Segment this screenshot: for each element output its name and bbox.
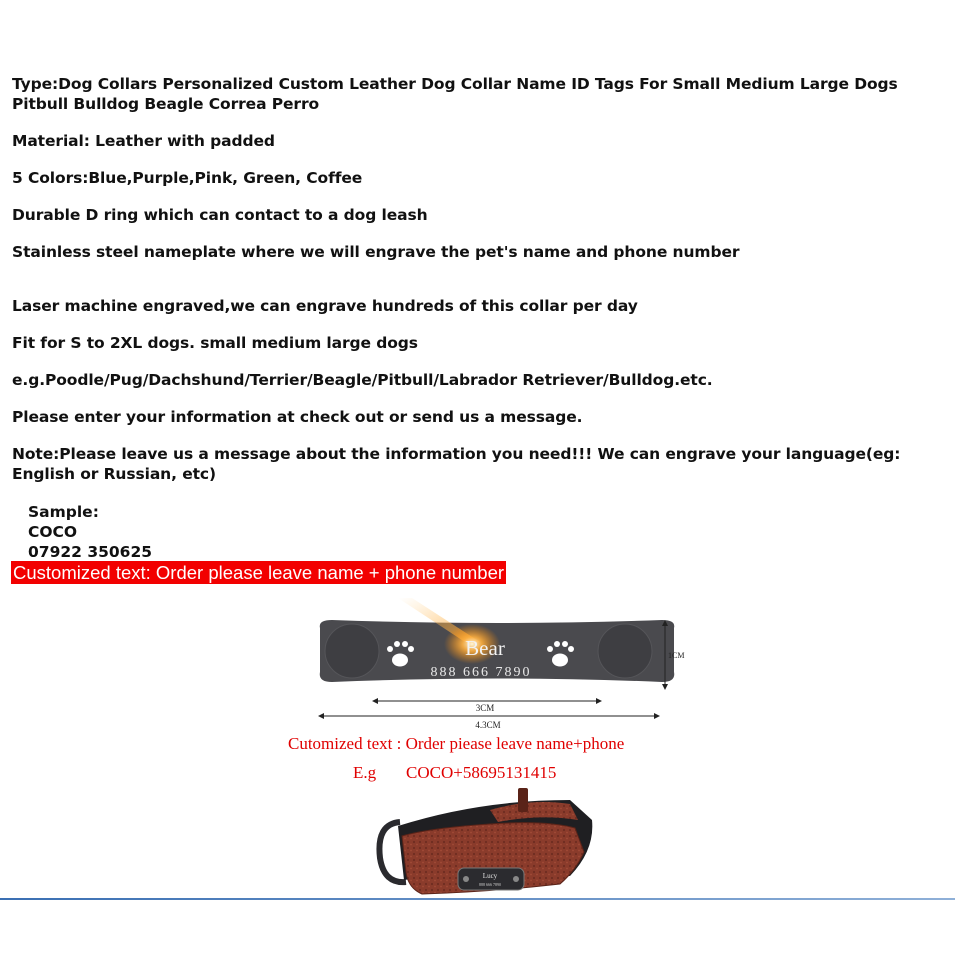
engraved-pet-name: Bear [465, 636, 505, 660]
breeds-line: e.g.Poodle/Pug/Dachshund/Terrier/Beagle/Pitbull/Labrador Retriever/Bulldog.etc. [12, 371, 713, 389]
nameplate-line: Stainless steel nameplate where we will engrave the pet's name and phone number [12, 243, 740, 261]
colors-line: 5 Colors:Blue,Purple,Pink, Green, Coffee [12, 169, 363, 187]
bottom-divider [0, 898, 955, 900]
collar-plate-name: Lucy [482, 872, 498, 880]
note-line: Note:Please leave us a message about the information you need!!! We can engrave your language(eg: English or Russian, etc) [12, 445, 901, 483]
enter-info-line: Please enter your information at check out or send us a message. [12, 408, 583, 426]
left-rivet [325, 624, 379, 678]
sample-name: COCO [28, 523, 78, 541]
laser-line: Laser machine engraved,we can engrave hundreds of this collar per day [12, 297, 638, 315]
sample-label: Sample: [28, 503, 99, 521]
example-prefix: E.g [353, 763, 377, 782]
buckle-tongue [518, 788, 528, 812]
d-ring-line: Durable D ring which can contact to a dog leash [12, 206, 428, 224]
height-label: 1CM [668, 651, 685, 660]
nameplate-diagram [300, 598, 700, 738]
engraved-pet-phone: 888 666 7890 [430, 665, 532, 680]
inner-width-label: 3CM [475, 703, 495, 713]
material-line: Material: Leather with padded [12, 132, 275, 150]
product-type-line: Type:Dog Collars Personalized Custom Leather Dog Collar Name ID Tags For Small Medium Large Dogs Pitbull Bulldog Beagle Correa Perro [12, 75, 898, 113]
collar-photo [370, 780, 615, 898]
collar-plate-phone: 888 666 7890 [479, 882, 501, 887]
example-value: COCO+58695131415 [406, 763, 557, 782]
fit-line: Fit for S to 2XL dogs. small medium large dogs [12, 334, 418, 352]
customized-text-banner: Customized text: Order please leave name + phone number [13, 562, 505, 583]
sample-block [28, 502, 152, 562]
outer-width-label: 4.3CM [475, 720, 501, 730]
sample-phone: 07922 350625 [28, 543, 153, 561]
right-rivet [598, 624, 652, 678]
customized-text-note: Cutomized text : Order piease leave name+phone [288, 734, 625, 753]
